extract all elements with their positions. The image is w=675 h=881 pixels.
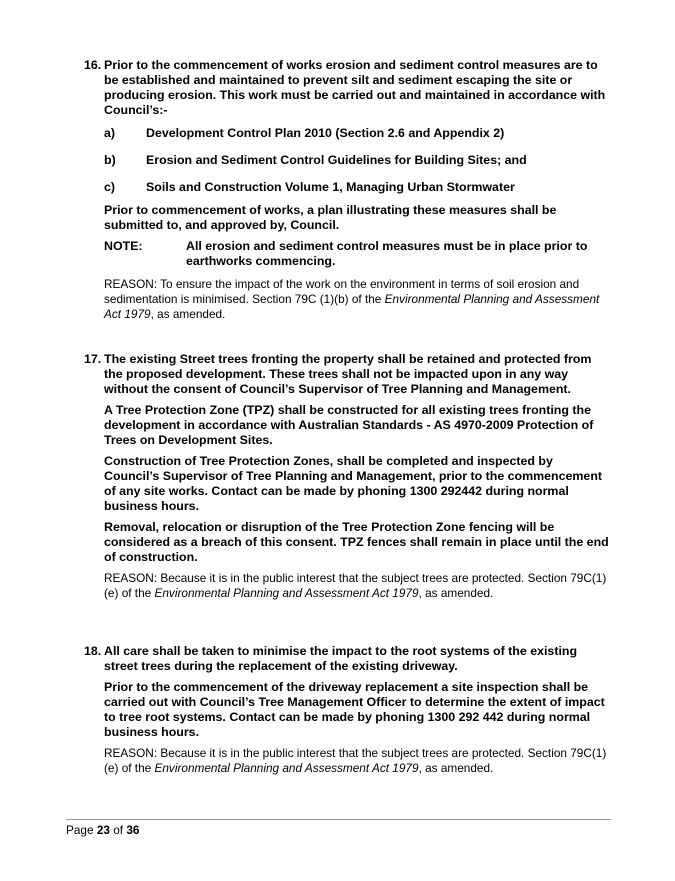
note [104,239,610,269]
condition-16 [84,58,610,322]
reason-text: REASON: Because it is in the public interest that the subject trees are protected. Section 79C(1)(e) of the [104,571,607,600]
page-label: Page [66,823,94,837]
list-letter: b) [104,153,116,167]
note-label: NOTE: [104,239,143,253]
condition-number: 17. [84,352,102,366]
condition-title: Prior to the commencement of works erosion and sediment control measures are to be established and maintained to prevent silt and sediment escaping the site or producing erosion. This work must be carried out and maintained in accordance with Council’s:- [104,58,606,117]
of-label: of [113,823,124,837]
condition-header [84,352,610,397]
paragraph: Prior to commencement of works, a plan illustrating these measures shall be submitted to, and approved by, Council. [104,203,557,232]
condition-title: All care shall be taken to minimise the impact to the root systems of the existing street trees during the replacement of the existing driveway. [104,644,578,673]
footer-divider [66,819,611,820]
measures-list [104,126,610,195]
condition-body [104,403,610,601]
condition-17 [84,352,610,601]
paragraph: Prior to the commencement of the driveway replacement a site inspection shall be carried out with Council’s Tree Management Officer to determine the extent of impact to tree root systems. Contact can be made by phoning 1300 292 442 during normal business hours. [104,680,605,739]
condition-number: 16. [84,58,102,72]
paragraph: A Tree Protection Zone (TPZ) shall be constructed for all existing trees fronting the development in accordance with Australian Standards - AS 4970-2009 Protection of Trees on Development Sites. [104,403,594,447]
reason-text: REASON: Because it is in the public interest that the subject trees are protected. Section 79C(1)(e) of the [104,746,607,775]
act-title: Environmental Planning and Assessment Act 1979 [154,761,419,775]
reason [104,746,610,776]
paragraph: Removal, relocation or disruption of the Tree Protection Zone fencing will be considered as a breach of this consent. TPZ fences shall remain in place until the end of construction. [104,520,609,564]
condition-header [84,58,610,118]
condition-18 [84,644,610,776]
note-text: All erosion and sediment control measures must be in place prior to earthworks commencing. [186,239,588,268]
list-text: Soils and Construction Volume 1, Managing Urban Stormwater [146,180,515,194]
page-number: 23 [96,823,110,837]
reason [104,571,610,601]
list-item [104,180,610,195]
condition-body [104,126,610,322]
act-title: Environmental Planning and Assessment Act 1979 [104,292,600,321]
reason-suffix: , as amended. [418,586,494,600]
reason-suffix: , as amended. [418,761,494,775]
reason [104,277,610,322]
reason-suffix: , as amended. [150,307,226,321]
paragraph: Construction of Tree Protection Zones, shall be completed and inspected by Council’s Supervisor of Tree Planning and Management, prior to the commencement of any site works. Contact can be made by phoning 1300 292442 during normal business hours. [104,454,603,513]
list-item [104,153,610,168]
reason-text: REASON: To ensure the impact of the work on the environment in terms of soil erosion and sedimentation is minimised. Section 79C (1)(b) of the [104,277,580,306]
condition-number: 18. [84,644,102,658]
list-text: Development Control Plan 2010 (Section 2.6 and Appendix 2) [146,126,505,140]
total-pages: 36 [126,823,140,837]
list-letter: a) [104,126,116,140]
condition-header [84,644,610,674]
list-item [104,126,610,141]
list-text: Erosion and Sediment Control Guidelines for Building Sites; and [146,153,527,167]
condition-body [104,680,610,776]
act-title: Environmental Planning and Assessment Act 1979 [154,586,419,600]
condition-title: The existing Street trees fronting the property shall be retained and protected from the proposed development. These trees shall not be impacted upon in any way without the consent of Council’s Supervisor of Tree Planning and Management. [104,352,592,396]
page-footer [66,823,140,838]
list-letter: c) [104,180,116,194]
